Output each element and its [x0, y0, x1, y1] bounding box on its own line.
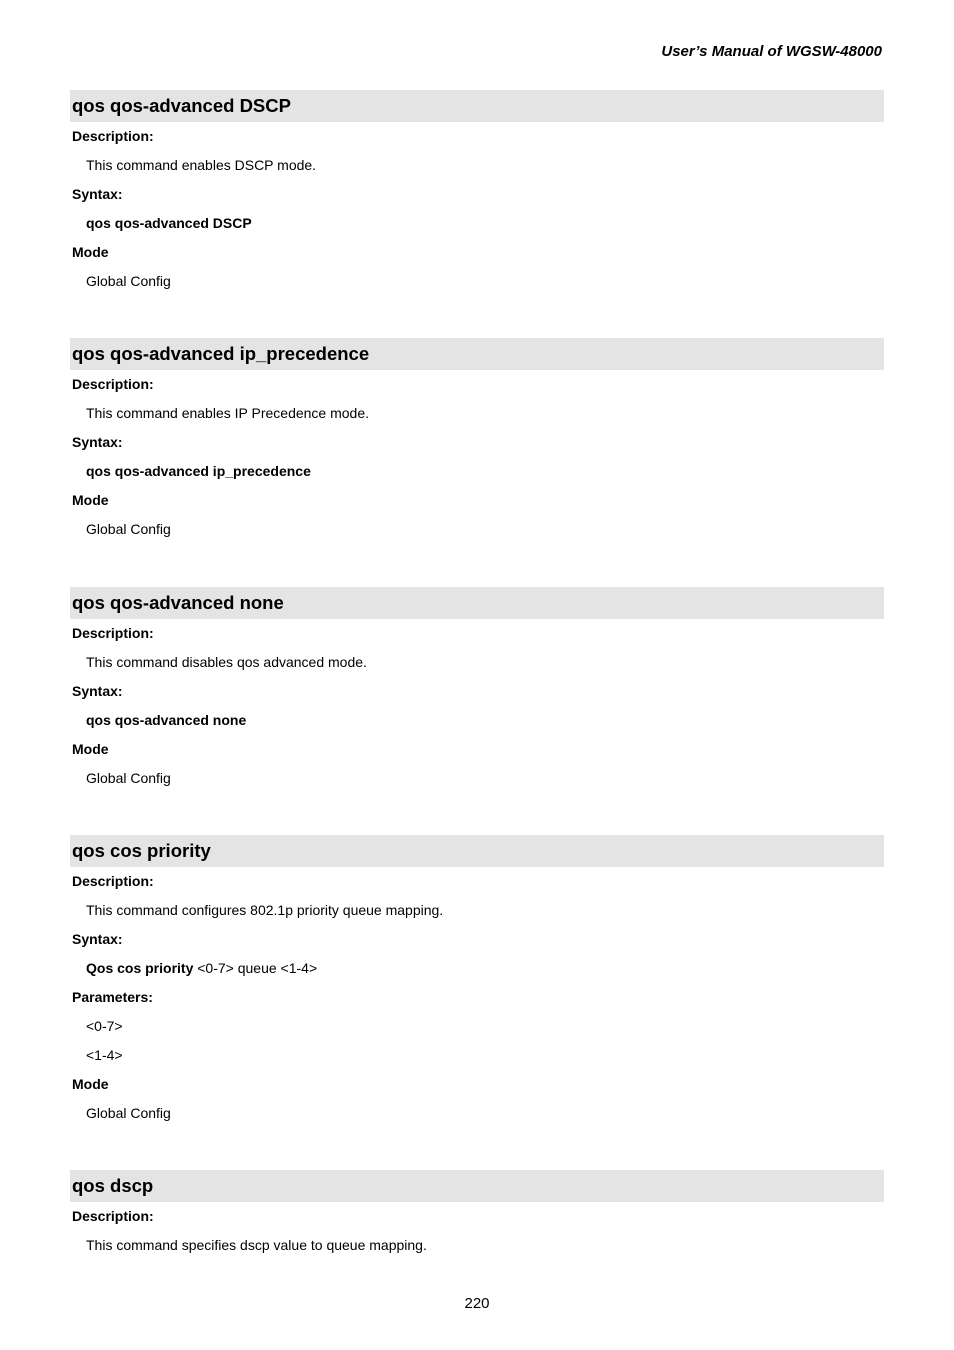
syntax-command: qos qos-advanced none	[86, 712, 247, 728]
description-label: Description:	[72, 128, 154, 144]
command-section	[70, 1170, 884, 1260]
mode-label: Mode	[72, 741, 109, 757]
syntax-command: qos qos-advanced DSCP	[86, 215, 252, 231]
mode-label: Mode	[72, 492, 109, 508]
description-text: This command configures 802.1p priority queue mapping.	[86, 902, 444, 918]
section-title: qos cos priority	[70, 835, 884, 867]
description-label: Description:	[72, 1208, 154, 1224]
syntax-line	[70, 457, 884, 486]
command-section	[70, 587, 884, 793]
description-label: Description:	[72, 376, 154, 392]
document-header: User’s Manual of WGSW-48000	[661, 43, 882, 60]
command-section	[70, 835, 884, 1128]
section-title: qos dscp	[70, 1170, 884, 1202]
syntax-line	[70, 209, 884, 238]
syntax-line	[70, 954, 884, 983]
syntax-label: Syntax:	[72, 931, 123, 947]
mode-text: Global Config	[86, 1105, 171, 1121]
mode-text: Global Config	[86, 770, 171, 786]
description-text: This command enables IP Precedence mode.	[86, 405, 370, 421]
syntax-label: Syntax:	[72, 683, 123, 699]
mode-label: Mode	[72, 1076, 109, 1092]
parameter-item: <1-4>	[86, 1047, 123, 1063]
mode-text: Global Config	[86, 273, 171, 289]
syntax-line	[70, 706, 884, 735]
mode-text: Global Config	[86, 521, 171, 537]
syntax-label: Syntax:	[72, 186, 123, 202]
section-title: qos qos-advanced ip_precedence	[70, 338, 884, 370]
description-label: Description:	[72, 625, 154, 641]
section-title: qos qos-advanced none	[70, 587, 884, 619]
command-section	[70, 90, 884, 296]
description-text: This command specifies dscp value to queue mapping.	[86, 1237, 427, 1253]
syntax-command: Qos cos priority	[86, 960, 194, 976]
description-label: Description:	[72, 873, 154, 889]
page-number: 220	[464, 1295, 490, 1312]
description-text: This command disables qos advanced mode.	[86, 654, 367, 670]
parameter-item: <0-7>	[86, 1018, 123, 1034]
command-section	[70, 338, 884, 544]
syntax-label: Syntax:	[72, 434, 123, 450]
mode-label: Mode	[72, 244, 109, 260]
parameters-label: Parameters:	[72, 989, 153, 1005]
section-title: qos qos-advanced DSCP	[70, 90, 884, 122]
syntax-arguments: <0-7> queue <1-4>	[193, 960, 318, 976]
syntax-command: qos qos-advanced ip_precedence	[86, 463, 311, 479]
description-text: This command enables DSCP mode.	[86, 157, 317, 173]
